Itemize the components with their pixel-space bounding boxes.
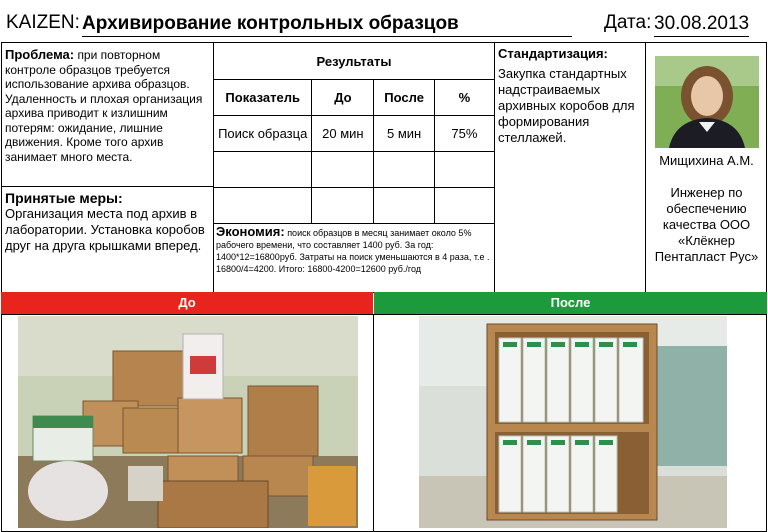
table-cell bbox=[214, 188, 312, 224]
kaizen-prefix: KAIZEN: bbox=[6, 12, 80, 33]
standard-text: Закупка стандартных надстраиваемых архивных коробов для формирования стеллажей. bbox=[498, 66, 635, 145]
table-cell: Поиск образца bbox=[214, 116, 312, 152]
col-header: % bbox=[434, 80, 494, 116]
table-cell: 75% bbox=[434, 116, 494, 152]
measures-label: Принятые меры: bbox=[5, 190, 123, 206]
date-value: 30.08.2013 bbox=[654, 12, 749, 37]
date-label: Дата: bbox=[604, 12, 652, 33]
after-photo bbox=[419, 316, 727, 528]
measures-text: Организация места под архив в лаборатории. Установка коробов друг на друга крышками вперед. bbox=[5, 206, 205, 253]
person-info bbox=[648, 153, 765, 265]
table-cell bbox=[312, 188, 374, 224]
table-row bbox=[214, 152, 495, 188]
after-bar bbox=[374, 292, 767, 314]
standard-block bbox=[498, 46, 644, 146]
results-table bbox=[213, 42, 495, 224]
table-row bbox=[214, 188, 495, 224]
after-label: После bbox=[550, 295, 591, 310]
table-cell bbox=[374, 152, 434, 188]
before-bar bbox=[1, 292, 373, 314]
table-cell bbox=[434, 152, 494, 188]
economy-text: поиск образцов в месяц занимает около 5% рабочего времени, что составляет 1400 руб. За год: 1400*12=16800руб. Затраты на поиск уменьшаются в 4 раза, т.е . 16800/4=4200. Итого: 16800-4200=12600 руб./год bbox=[216, 228, 490, 274]
results-title: Результаты bbox=[214, 43, 495, 80]
economy-block bbox=[216, 226, 494, 275]
before-label: До bbox=[178, 295, 196, 310]
person-name: Мищихина А.М. bbox=[659, 153, 754, 168]
problem-label: Проблема: bbox=[5, 47, 75, 62]
problem-text: при повторном контроле образцов требуется использование архива образцов. Удаленность и плохая организация архива приводит к излишним потерям: ожидание, лишние движения. Кроме того архив занимает много места. bbox=[5, 48, 203, 164]
col-header: После bbox=[374, 80, 434, 116]
table-row bbox=[214, 116, 495, 152]
table-cell: 5 мин bbox=[374, 116, 434, 152]
page-title: Архивирование контрольных образцов bbox=[82, 12, 572, 37]
col-header: До bbox=[312, 80, 374, 116]
person-photo bbox=[655, 56, 759, 148]
table-cell bbox=[434, 188, 494, 224]
economy-label: Экономия: bbox=[216, 224, 285, 239]
before-photo bbox=[18, 316, 358, 528]
standard-label: Стандартизация: bbox=[498, 46, 608, 61]
person-role: Инженер по обеспечению качества ООО «Клёкнер Пентапласт Рус» bbox=[654, 185, 759, 264]
table-cell bbox=[312, 152, 374, 188]
table-cell bbox=[374, 188, 434, 224]
col-header: Показатель bbox=[214, 80, 312, 116]
measures-block bbox=[5, 190, 211, 254]
table-cell: 20 мин bbox=[312, 116, 374, 152]
problem-block bbox=[5, 48, 211, 164]
table-cell bbox=[214, 152, 312, 188]
